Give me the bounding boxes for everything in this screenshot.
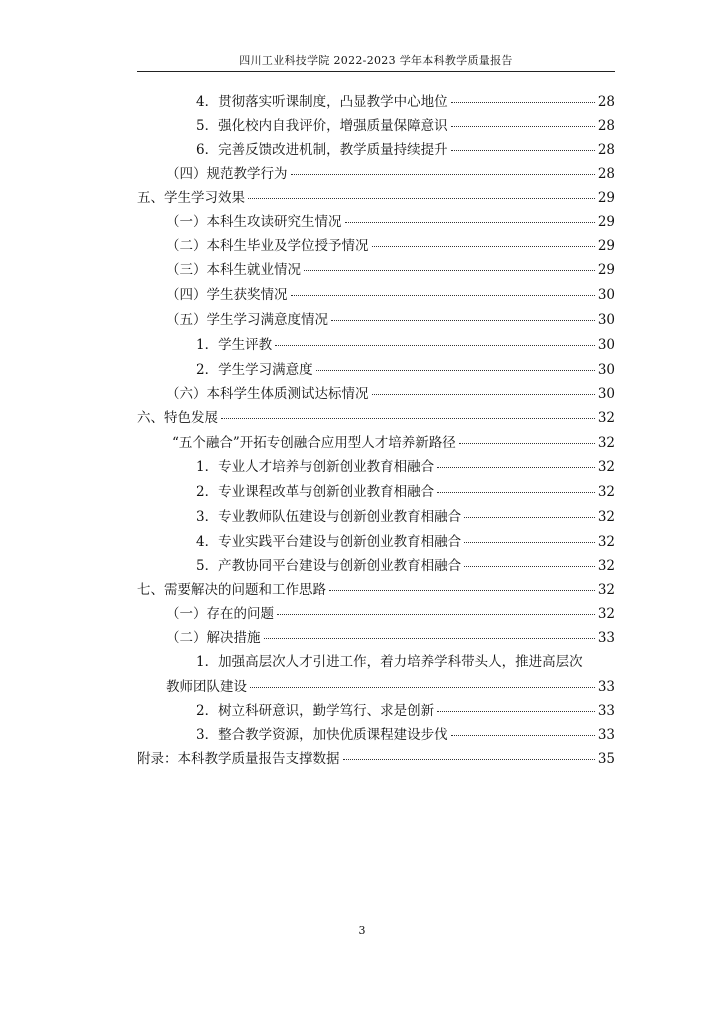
toc-entry[interactable]: 4．贯彻落实听课制度，凸显教学中心地位 28 [196,94,615,110]
toc-entry[interactable]: （四）学生获奖情况 30 [166,287,615,303]
toc-entry[interactable]: 七、需要解决的问题和工作思路 32 [137,582,615,598]
toc-entry[interactable]: 4．专业实践平台建设与创新创业教育相融合 32 [196,534,615,550]
toc-entry[interactable]: 6．完善反馈改进机制，教学质量持续提升 28 [196,142,615,158]
toc-entry[interactable]: 2．树立科研意识，勤学笃行、求是创新 33 [196,703,615,719]
toc-entry[interactable]: 五、学生学习效果 29 [137,190,615,206]
toc-entry[interactable]: 教师团队建设 33 [166,679,615,695]
header-rule [137,71,615,72]
toc-entry[interactable]: （三）本科生就业情况 29 [166,262,615,278]
toc-entry[interactable]: （五）学生学习满意度情况 30 [166,312,615,328]
toc-entry[interactable]: （六）本科学生体质测试达标情况 30 [166,386,615,402]
page-header: 四川工业科技学院 2022-2023 学年本科教学质量报告 [239,54,513,67]
toc-entry[interactable]: 5．产教协同平台建设与创新创业教育相融合 32 [196,558,615,574]
toc-entry[interactable]: （一）存在的问题 32 [166,606,615,622]
toc-entry[interactable]: 2．专业课程改革与创新创业教育相融合 32 [196,484,615,500]
toc-entry[interactable]: 5．强化校内自我评价，增强质量保障意识 28 [196,118,615,134]
toc-entry[interactable]: 1．学生评教 30 [196,337,615,353]
toc-entry[interactable]: 3．整合教学资源，加快优质课程建设步伐 33 [196,727,615,743]
toc-entry[interactable]: （二）本科生毕业及学位授予情况 29 [166,238,615,254]
toc-entry[interactable]: “五个融合”开拓专创融合应用型人才培养新路径 32 [172,435,615,451]
toc-entry[interactable]: 六、特色发展 32 [137,410,615,426]
toc-entry[interactable]: （四）规范教学行为 28 [166,166,615,182]
toc-entry[interactable]: 1．专业人才培养与创新创业教育相融合 32 [196,459,615,475]
toc-entry[interactable]: 附录：本科教学质量报告支撑数据 35 [137,751,615,767]
toc-entry[interactable]: （一）本科生攻读研究生情况 29 [166,214,615,230]
toc-entry[interactable]: 3．专业教师队伍建设与创新创业教育相融合 32 [196,509,615,525]
page-number: 3 [358,924,366,937]
toc-entry[interactable]: （二）解决措施 33 [166,630,615,646]
toc-entry-first-line[interactable]: 1．加强高层次人才引进工作，着力培养学科带头人，推进高层次 [196,654,583,670]
toc-entry[interactable]: 2．学生学习满意度 30 [196,362,615,378]
